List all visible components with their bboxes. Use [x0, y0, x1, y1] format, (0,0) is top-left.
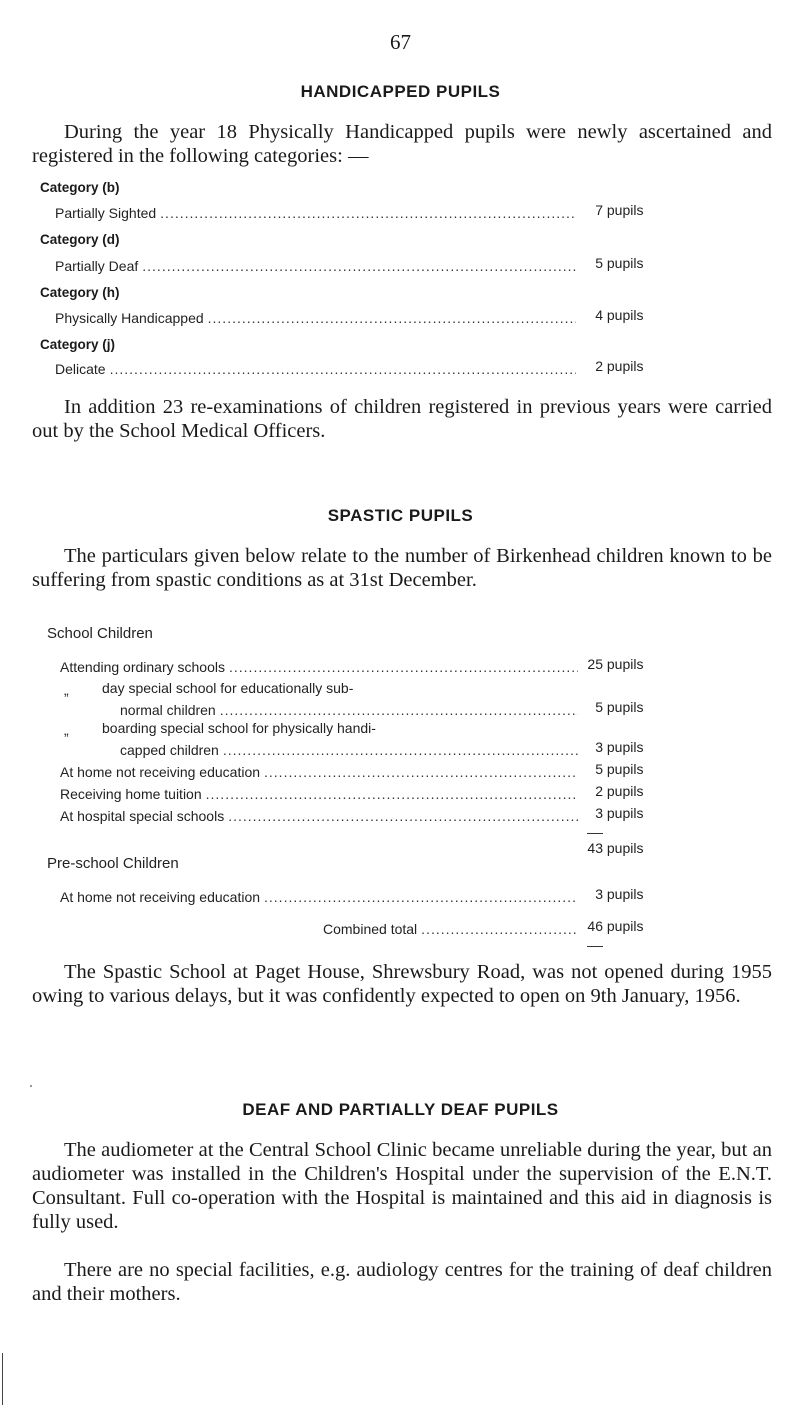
spastic-count-hospital: [585, 805, 665, 821]
leader-dots: [206, 786, 578, 802]
category-h-item: Physically Handicapped: [55, 310, 204, 326]
row-label: At hospital special schools: [60, 808, 225, 824]
spastic-intro: [32, 544, 772, 592]
deaf-para-1-text: The audiometer at the Central School Clinic became unreliable during the year, but an audiometer was installed in the Children's Hospital under the supervision of the E.N.T. Consultant. Full co-operation with the Hospital is maintained and this aid in diagnosis is fully used.: [32, 1139, 772, 1233]
row-label: normal children: [120, 702, 216, 718]
spastic-count-esn: [585, 699, 665, 715]
ditto-mark: „: [64, 722, 69, 738]
combined-total-row: [323, 917, 582, 937]
category-h-label: Category (h): [40, 285, 120, 300]
deaf-para-1: [32, 1138, 772, 1234]
category-j-row: [55, 357, 580, 377]
count-value: 2: [595, 358, 603, 374]
row-label: At home not receiving education: [60, 764, 261, 780]
preschool-count: [585, 886, 665, 902]
handicapped-heading: HANDICAPPED PUPILS: [300, 82, 501, 101]
count-value: 3: [595, 886, 603, 902]
count-value: 5: [595, 699, 603, 715]
row-label: Receiving home tuition: [60, 786, 202, 802]
category-b-row: [55, 201, 580, 221]
category-h-row: [55, 306, 580, 326]
spastic-row-tuition: [60, 782, 582, 802]
total-rule: [587, 946, 603, 947]
spastic-intro-text: The particulars given below relate to the number of Birkenhead children known to be suffering from spastic conditions as at 31st December.: [32, 545, 772, 591]
combined-total-count: [585, 918, 665, 934]
spastic-row-hospital: [60, 804, 582, 824]
row-label: Attending ordinary schools: [60, 659, 225, 675]
count-unit: pupils: [606, 202, 644, 218]
leader-dots: [160, 205, 576, 221]
category-b-count: [585, 202, 665, 218]
spastic-closing-text: The Spastic School at Paget House, Shrewsbury Road, was not opened during 1955 owing to various delays, but it was confidently expected to open on 9th January, 1956.: [32, 961, 772, 1007]
row-label: At home not receiving education: [60, 889, 261, 905]
leader-dots: [264, 889, 578, 905]
count-value: 25: [587, 656, 603, 672]
spastic-row-esn: [120, 698, 582, 718]
scan-margin-line: [2, 1353, 3, 1405]
count-value: 5: [595, 761, 603, 777]
count-value: 43: [587, 840, 603, 856]
combined-total-label: Combined total: [323, 921, 418, 937]
school-children-label: School Children: [47, 625, 153, 642]
page-number: 67: [390, 30, 411, 54]
spastic-count-boarding: [585, 739, 665, 755]
spastic-count-home: [585, 761, 665, 777]
deaf-heading: DEAF AND PARTIALLY DEAF PUPILS: [242, 1100, 559, 1119]
category-j-count: [585, 358, 665, 374]
category-j-item: Delicate: [55, 361, 106, 377]
count-value: 5: [595, 255, 603, 271]
spastic-subtotal: [585, 840, 665, 856]
spastic-row-boarding: [120, 738, 582, 758]
count-unit: pupils: [606, 805, 644, 821]
spastic-heading: SPASTIC PUPILS: [327, 506, 474, 525]
scan-speck: [30, 1085, 32, 1087]
category-d-row: [55, 254, 580, 274]
spastic-row-home: [60, 760, 582, 780]
count-unit: pupils: [606, 699, 644, 715]
category-b-item: Partially Sighted: [55, 205, 157, 221]
handicapped-addition-text: In addition 23 re-examinations of children registered in previous years were carried out by the School Medical Officers.: [32, 396, 772, 442]
preschool-row: [60, 885, 582, 905]
count-value: 46: [587, 918, 603, 934]
row-label: capped children: [120, 742, 219, 758]
spastic-row-esn-line1: day special school for educationally sub-: [102, 680, 354, 696]
count-unit: pupils: [606, 255, 644, 271]
category-d-label: Category (d): [40, 232, 120, 247]
spastic-row-ordinary: [60, 655, 582, 675]
count-value: 4: [595, 307, 603, 323]
leader-dots: [142, 258, 576, 274]
leader-dots: [264, 764, 578, 780]
category-j-label: Category (j): [40, 337, 116, 352]
count-unit: pupils: [606, 656, 644, 672]
spastic-row-boarding-line1: boarding special school for physically handi-: [102, 720, 376, 736]
leader-dots: [110, 361, 576, 377]
handicapped-addition: [32, 395, 772, 443]
leader-dots: [229, 659, 578, 675]
count-value: 7: [595, 202, 603, 218]
count-unit: pupils: [606, 761, 644, 777]
leader-dots: [223, 742, 578, 758]
count-unit: pupils: [606, 783, 644, 799]
leader-dots: [421, 921, 578, 937]
count-unit: pupils: [606, 739, 644, 755]
spastic-count-ordinary: [585, 656, 665, 672]
leader-dots: [208, 310, 576, 326]
leader-dots: [220, 702, 578, 718]
leader-dots: [228, 808, 578, 824]
spastic-count-tuition: [585, 783, 665, 799]
category-b-label: Category (b): [40, 180, 120, 195]
count-unit: pupils: [606, 918, 644, 934]
count-value: 3: [595, 805, 603, 821]
preschool-label: Pre-school Children: [47, 855, 179, 872]
handicapped-intro-text: During the year 18 Physically Handicapped pupils were newly ascertained and registered in the following categories: —: [32, 121, 772, 167]
category-d-count: [585, 255, 665, 271]
deaf-para-2-text: There are no special facilities, e.g. audiology centres for the training of deaf children and their mothers.: [32, 1259, 772, 1305]
count-unit: pupils: [606, 886, 644, 902]
ditto-mark: „: [64, 682, 69, 698]
subtotal-rule: [587, 833, 603, 834]
count-unit: pupils: [606, 358, 644, 374]
category-h-count: [585, 307, 665, 323]
count-unit: pupils: [606, 307, 644, 323]
category-d-item: Partially Deaf: [55, 258, 139, 274]
handicapped-intro: [32, 120, 772, 168]
spastic-closing: [32, 960, 772, 1008]
deaf-para-2: [32, 1258, 772, 1306]
count-value: 2: [595, 783, 603, 799]
count-value: 3: [595, 739, 603, 755]
count-unit: pupils: [606, 840, 644, 856]
